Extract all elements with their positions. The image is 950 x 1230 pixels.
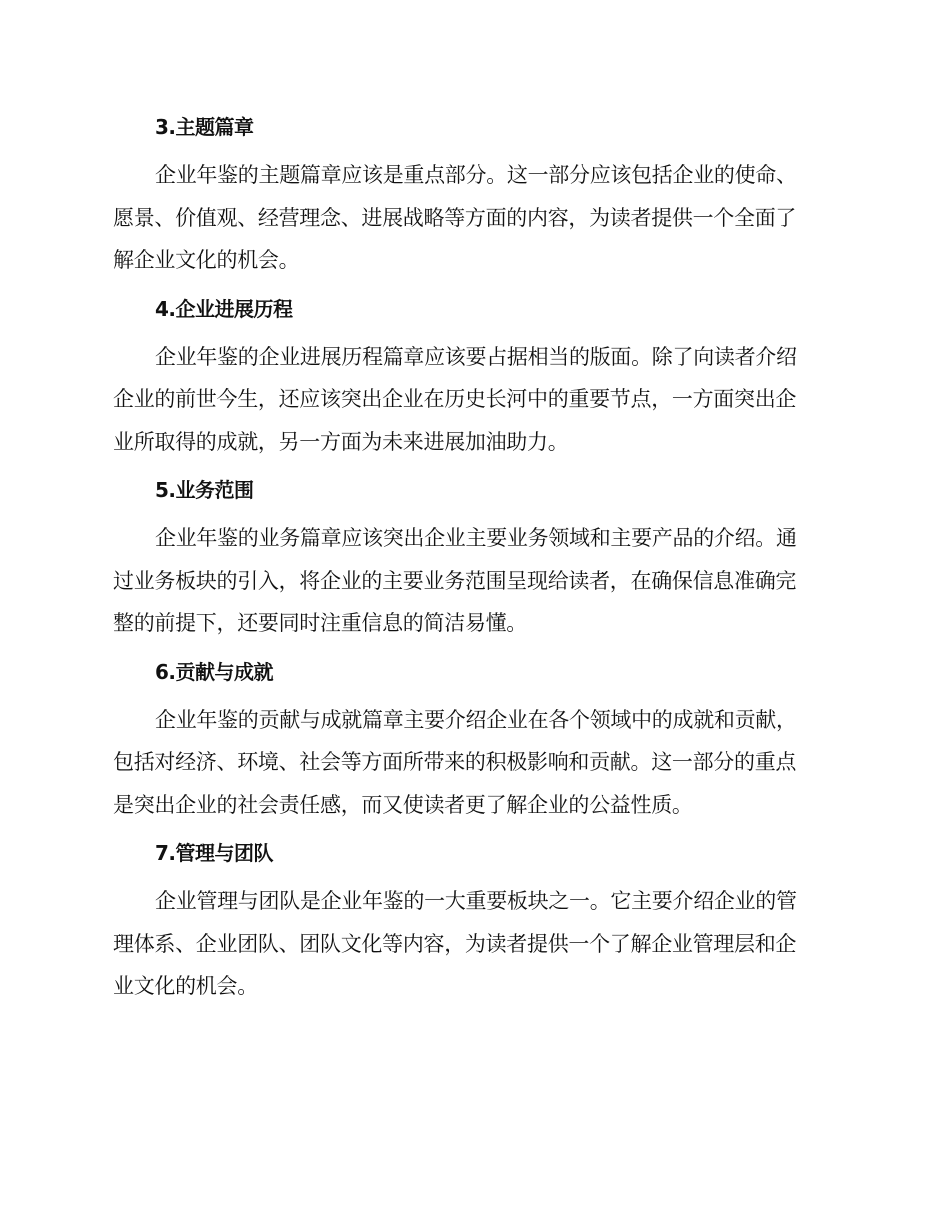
section-paragraph [113,336,833,464]
section-heading: 3.主题篇章 [155,115,254,139]
section-management-team [113,832,833,1008]
section-paragraph [113,880,833,1008]
section-contributions-achievements [113,651,833,827]
section-development-history [113,288,833,464]
paragraph-line: 企业年鉴的主题篇章应该是重点部分。这一部分应该包括企业的使命、 [155,163,797,187]
paragraph-line: 业所取得的成就，另一方面为未来进展加油助力。 [113,429,569,454]
paragraph-line: 是突出企业的社会责任感，而又使读者更了解企业的公益性质。 [113,792,693,817]
paragraph-line: 业文化的机会。 [113,974,258,998]
paragraph-line: 企业的前世今生，还应该突出企业在历史长河中的重要节点，一方面突出企 [113,387,797,411]
paragraph-line: 愿景、价值观、经营理念、进展战略等方面的内容，为读者提供一个全面了 [113,205,797,230]
section-paragraph [113,699,833,827]
section-heading: 6.贡献与成就 [155,659,274,684]
paragraph-line: 理体系、企业团队、团队文化等内容，为读者提供一个了解企业管理层和企 [113,931,797,956]
section-heading: 7.管理与团队 [155,841,274,865]
section-paragraph [113,517,833,645]
paragraph-line: 整的前提下，还要同时注重信息的简洁易懂。 [113,611,527,635]
paragraph-line: 过业务板块的引入，将企业的主要业务范围呈现给读者，在确保信息准确完 [113,568,797,593]
paragraph-line: 包括对经济、环境、社会等方面所带来的积极影响和贡献。这一部分的重点 [113,750,797,774]
paragraph-line: 企业年鉴的企业进展历程篇章应该要占据相当的版面。除了向读者介绍 [155,344,797,369]
document-body [113,106,833,1014]
section-business-scope [113,469,833,645]
paragraph-line: 企业管理与团队是企业年鉴的一大重要板块之一。它主要介绍企业的管 [155,889,797,913]
paragraph-line: 解企业文化的机会。 [113,248,300,272]
section-paragraph [113,154,833,282]
paragraph-line: 企业年鉴的业务篇章应该突出企业主要业务领域和主要产品的介绍。通 [155,526,797,550]
section-heading: 4.企业进展历程 [155,296,293,321]
section-heading: 5.业务范围 [155,478,254,502]
section-theme-chapter [113,106,833,282]
paragraph-line: 企业年鉴的贡献与成就篇章主要介绍企业在各个领域中的成就和贡献， [155,707,797,732]
